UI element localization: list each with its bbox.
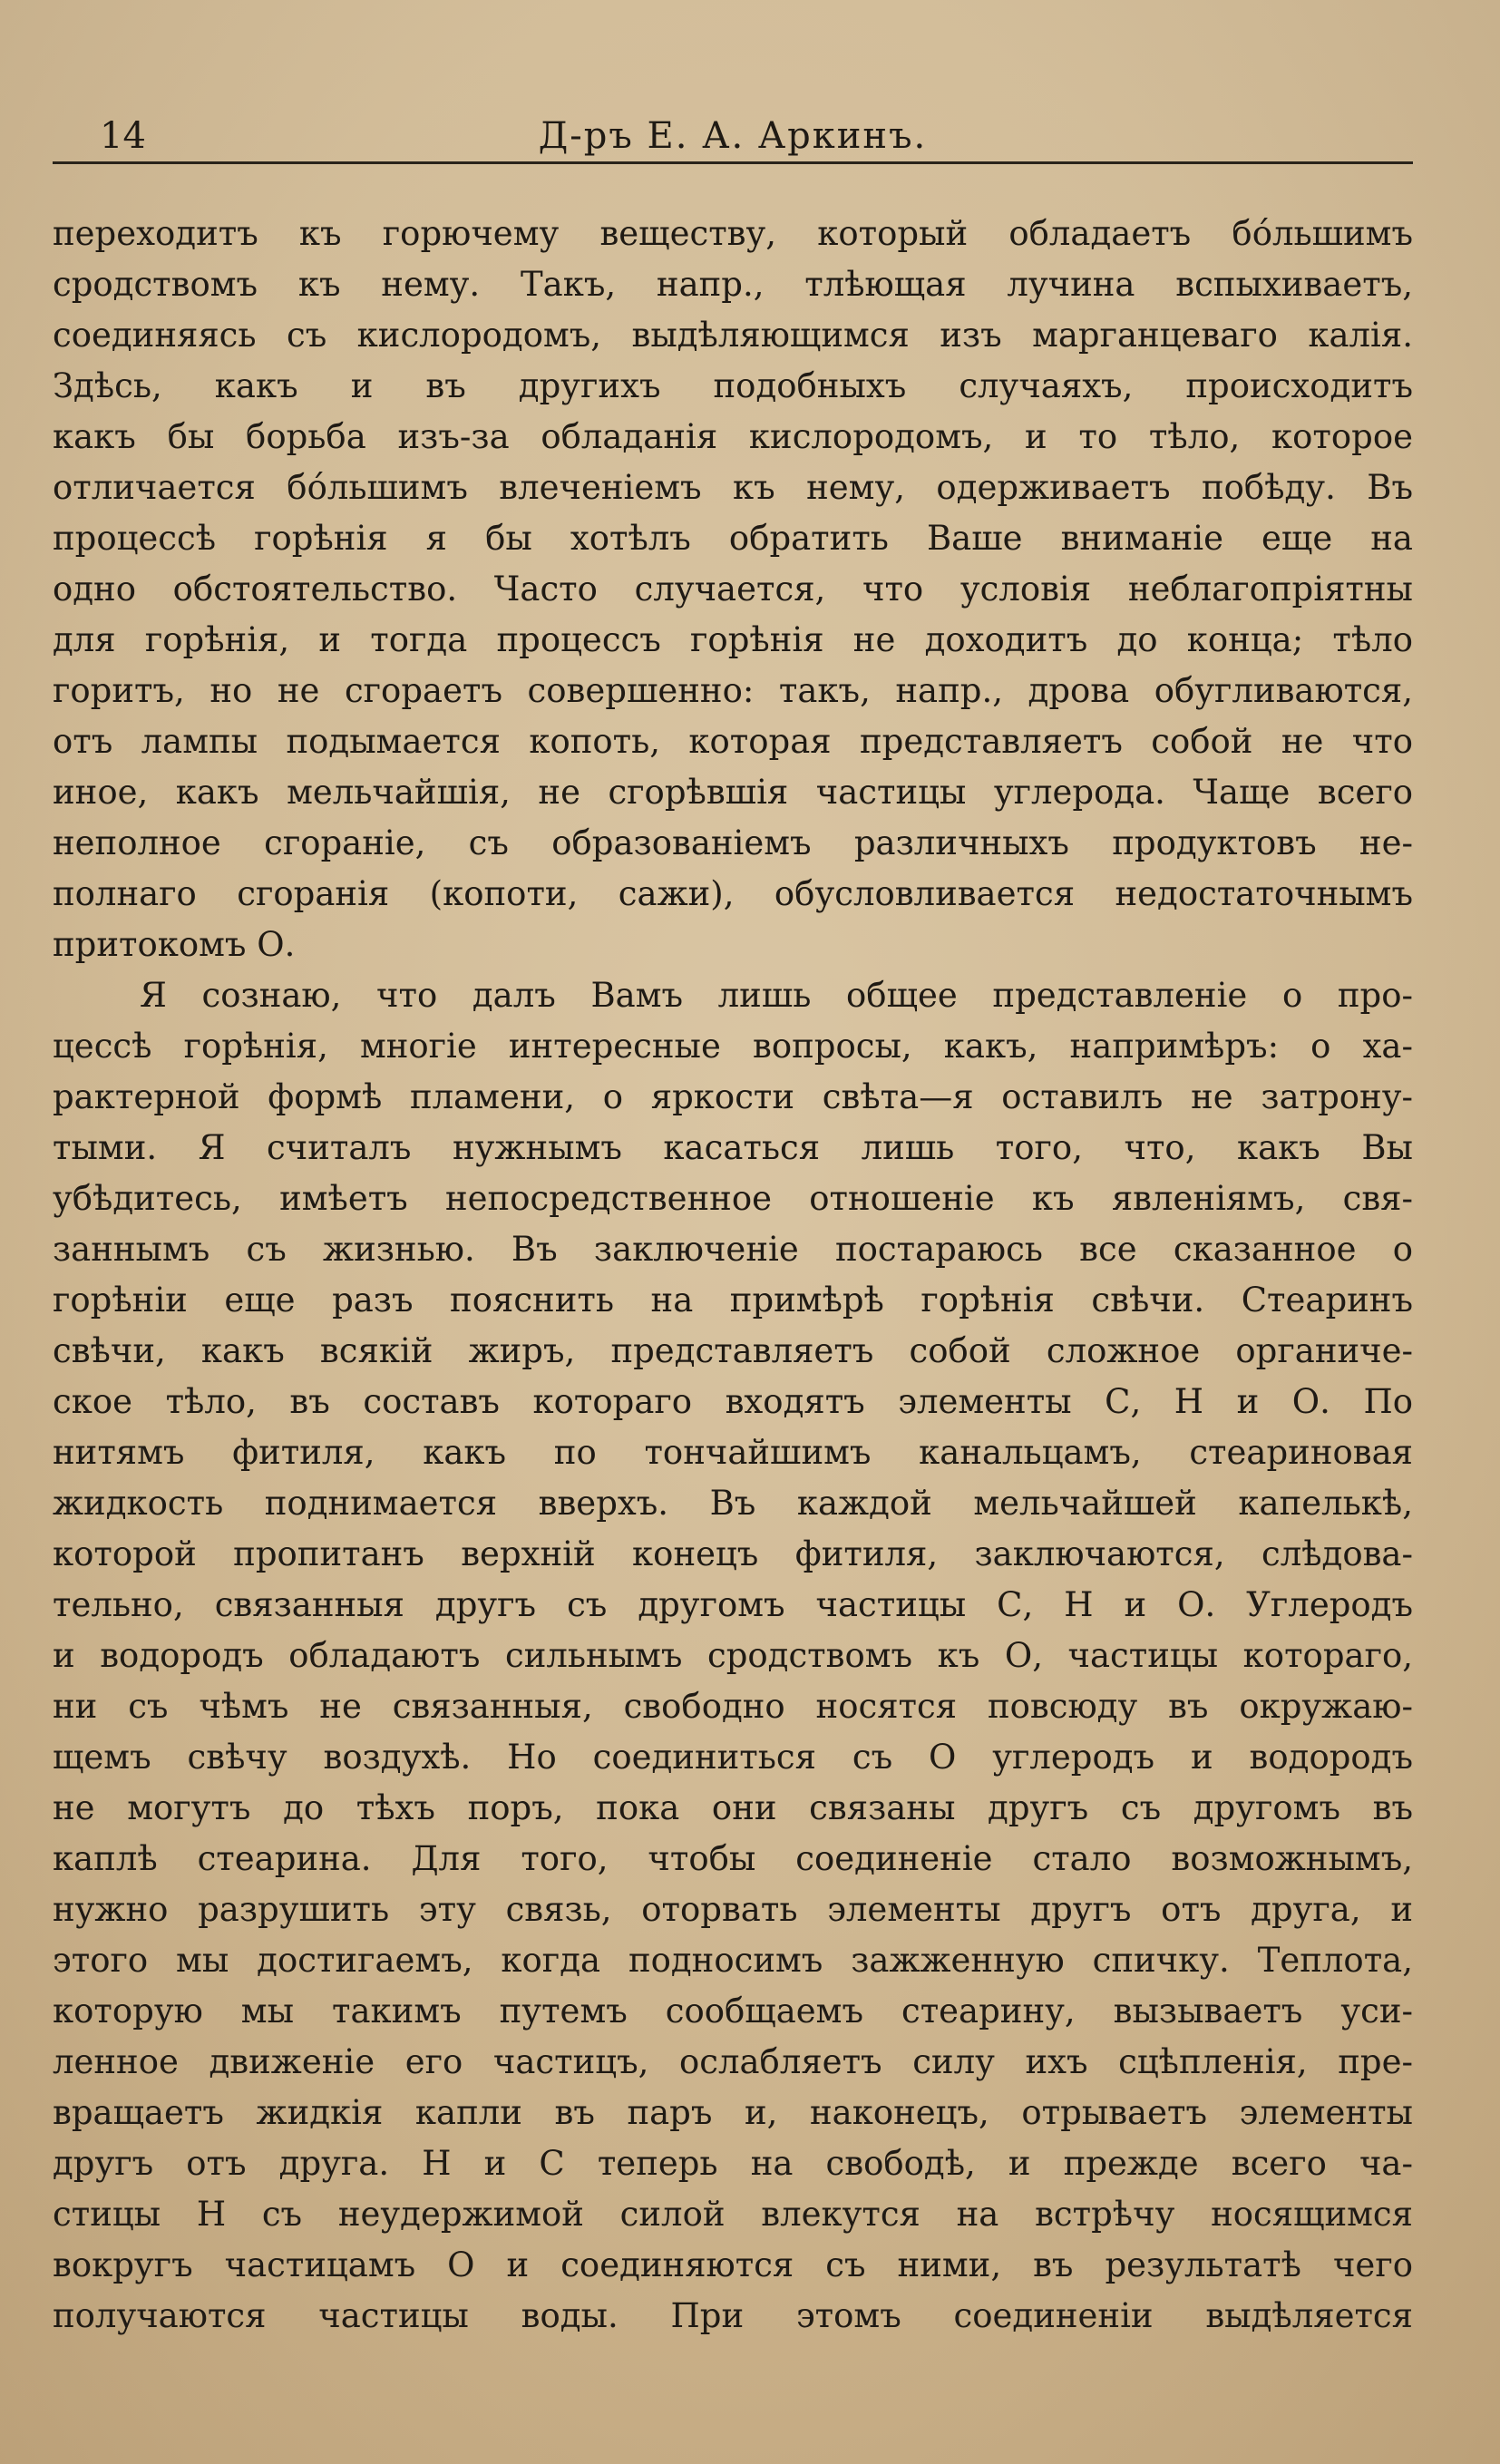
text-line: рактерной формѣ пламени, о яркости свѣта—я оставилъ не затрону- — [53, 1077, 1413, 1116]
text-line: какъ бы борьба изъ-за обладанія кислородомъ, и то тѣло, которое — [53, 417, 1413, 456]
text-line: отличается бо́льшимъ влеченіемъ къ нему, одерживаетъ побѣду. Въ — [53, 468, 1413, 507]
body-text — [53, 209, 1413, 2342]
text-line: процессѣ горѣнія я бы хотѣлъ обратить Ваше вниманіе еще на — [53, 519, 1413, 558]
page-number: 14 — [100, 115, 146, 157]
text-line: получаются частицы воды. При этомъ соединеніи выдѣляется — [53, 2296, 1413, 2335]
text-line: неполное сгораніе, съ образованіемъ различныхъ продуктовъ не- — [53, 823, 1413, 862]
text-line: соединяясь съ кислородомъ, выдѣляющимся изъ марганцеваго калія. — [53, 316, 1413, 355]
text-line: сродствомъ къ нему. Такъ, напр., тлѣющая лучина вспыхиваетъ, — [53, 265, 1413, 304]
text-line: Здѣсь, какъ и въ другихъ подобныхъ случаяхъ, происходитъ — [53, 366, 1413, 405]
header-rule — [53, 161, 1413, 164]
text-line: цессѣ горѣнія, многіе интересные вопросы, какъ, напримѣръ: о ха- — [53, 1027, 1413, 1066]
text-line: нитямъ фитиля, какъ по тончайшимъ канальцамъ, стеариновая — [53, 1433, 1413, 1472]
text-line: иное, какъ мельчайшія, не сгорѣвшія частицы углерода. Чаще всего — [53, 773, 1413, 812]
text-line: которой пропитанъ верхній конецъ фитиля, заключаются, слѣдова- — [53, 1534, 1413, 1573]
text-line: свѣчи, какъ всякій жиръ, представляетъ собой сложное органиче- — [53, 1331, 1413, 1370]
text-line: тыми. Я считалъ нужнымъ касаться лишь того, что, какъ Вы — [53, 1128, 1413, 1167]
text-line: ленное движеніе его частицъ, ослабляетъ силу ихъ сцѣпленія, пре- — [53, 2042, 1413, 2081]
text-line: горѣніи еще разъ пояснить на примѣрѣ горѣнія свѣчи. Стеаринъ — [53, 1281, 1413, 1320]
text-line: притокомъ О. — [53, 925, 296, 964]
text-line: переходитъ къ горючему веществу, который обладаетъ бо́льшимъ — [53, 214, 1413, 253]
running-head: Д-ръ Е. А. Аркинъ. — [538, 115, 928, 157]
text-line: этого мы достигаемъ, когда подносимъ зажженную спичку. Теплота, — [53, 1941, 1413, 1980]
text-line: стицы Н съ неудержимой силой влекутся на встрѣчу носящимся — [53, 2195, 1413, 2234]
text-line: отъ лампы подымается копоть, которая представляетъ собой не что — [53, 722, 1413, 761]
text-line: и водородъ обладаютъ сильнымъ сродствомъ къ О, частицы котораго, — [53, 1636, 1413, 1675]
text-line: заннымъ съ жизнью. Въ заключеніе постараюсь все сказанное о — [53, 1230, 1413, 1269]
text-line: вращаетъ жидкія капли въ паръ и, наконецъ, отрываетъ элементы — [53, 2093, 1413, 2132]
text-line: щемъ свѣчу воздухѣ. Но соединиться съ О углеродъ и водородъ — [53, 1738, 1413, 1777]
text-line: полнаго сгоранія (копоти, сажи), обусловливается недостаточнымъ — [53, 874, 1413, 913]
text-line: ни съ чѣмъ не связанныя, свободно носятся повсюду въ окружаю- — [53, 1687, 1413, 1726]
text-line: тельно, связанныя другъ съ другомъ частицы С, Н и О. Углеродъ — [53, 1585, 1413, 1624]
text-line: убѣдитесь, имѣетъ непосредственное отношеніе къ явленіямъ, свя- — [53, 1179, 1413, 1218]
text-line: другъ отъ друга. Н и С теперь на свободѣ, и прежде всего ча- — [53, 2144, 1413, 2183]
text-line: ское тѣло, въ составъ котораго входятъ элементы С, Н и О. По — [53, 1382, 1413, 1421]
text-line: не могутъ до тѣхъ поръ, пока они связаны другъ съ другомъ въ — [53, 1788, 1413, 1827]
text-line: горитъ, но не сгораетъ совершенно: такъ, напр., дрова обугливаются, — [53, 671, 1413, 710]
text-line: которую мы такимъ путемъ сообщаемъ стеарину, вызываетъ уси- — [53, 1992, 1413, 2031]
text-line: одно обстоятельство. Часто случается, что условія неблагопріятны — [53, 570, 1413, 609]
text-line: вокругъ частицамъ О и соединяются съ ними, въ результатѣ чего — [53, 2245, 1413, 2284]
text-line: каплѣ стеарина. Для того, чтобы соединеніе стало возможнымъ, — [53, 1839, 1413, 1878]
page-header — [53, 107, 1413, 161]
text-line: нужно разрушить эту связь, оторвать элементы другъ отъ друга, и — [53, 1890, 1413, 1929]
text-line: для горѣнія, и тогда процессъ горѣнія не доходитъ до конца; тѣло — [53, 620, 1413, 659]
text-line: жидкость поднимается вверхъ. Въ каждой мельчайшей капелькѣ, — [53, 1484, 1413, 1523]
text-line: Я сознаю, что далъ Вамъ лишь общее представленіе о про- — [140, 976, 1413, 1015]
